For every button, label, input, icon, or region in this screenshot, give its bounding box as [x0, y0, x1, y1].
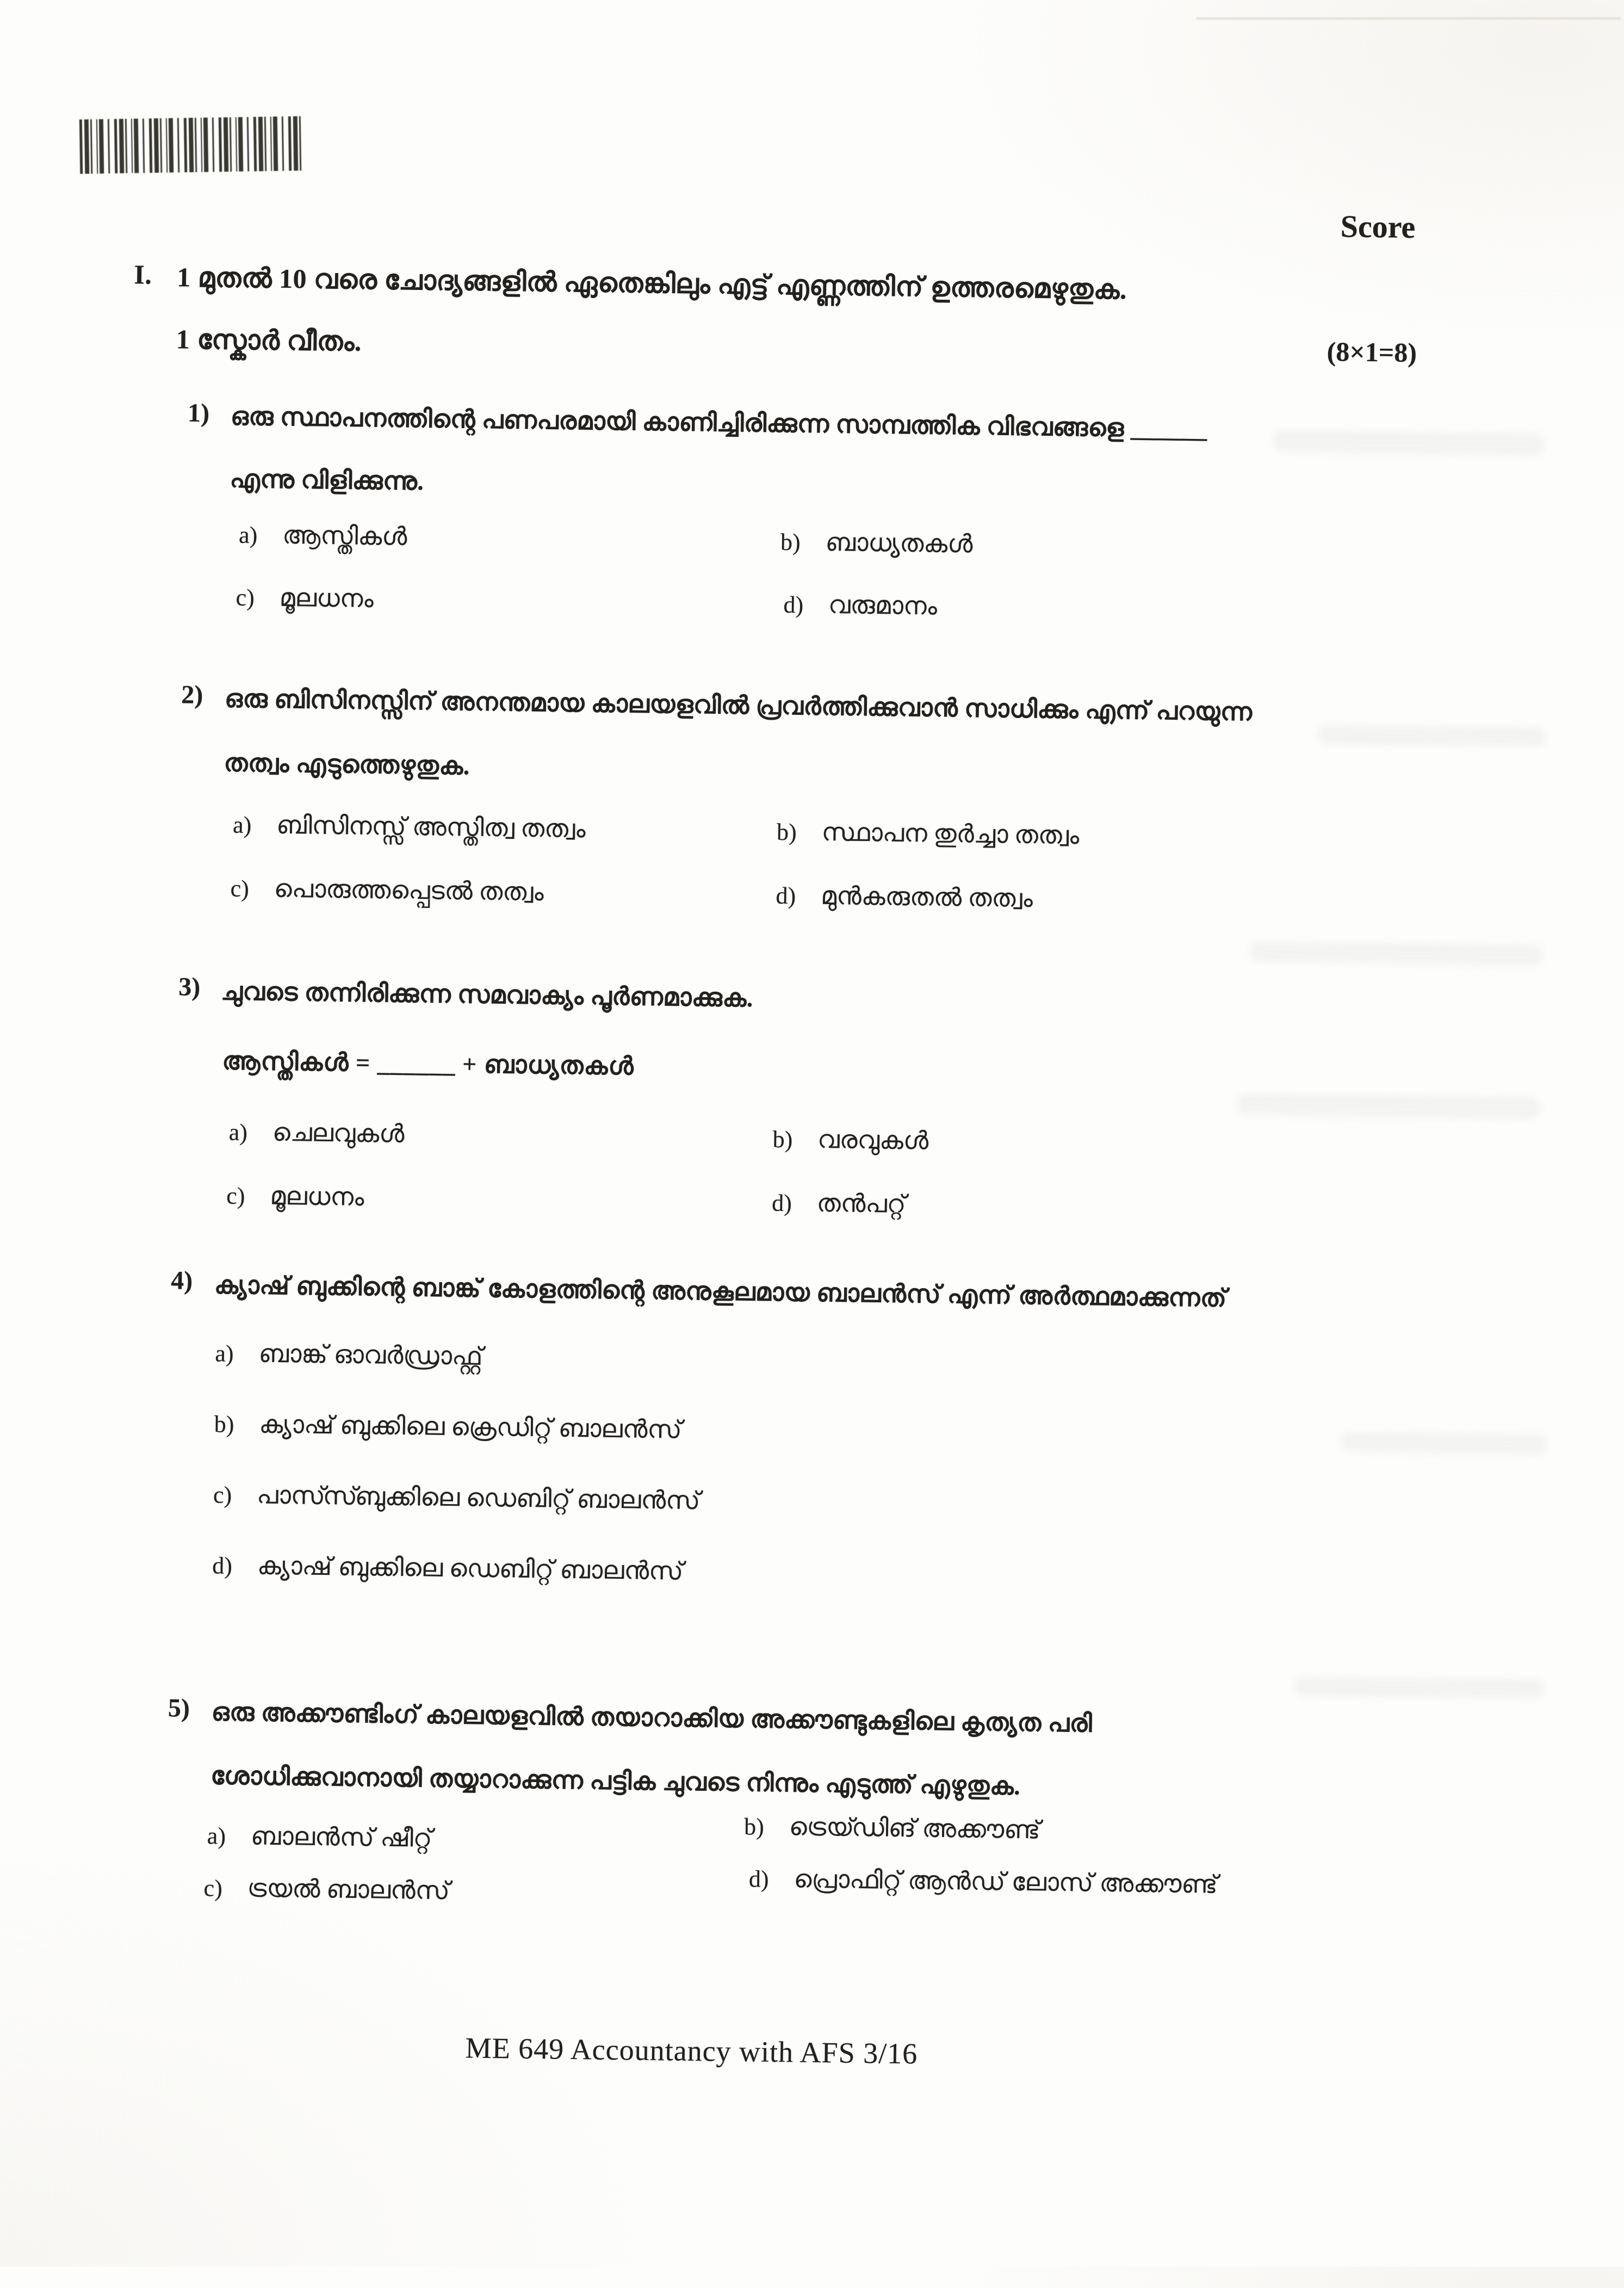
section-instruction-line2: 1 സ്കോർ വീതം.: [176, 324, 362, 357]
question-number: 4): [170, 1266, 193, 1295]
option-text: മൂലധനം: [270, 1182, 364, 1211]
option-label: a): [228, 1118, 248, 1146]
option-text: പ്രൊഫിറ്റ് ആൻഡ് ലോസ് അക്കൗണ്ട്: [794, 1865, 1218, 1899]
option-label: b): [743, 1813, 765, 1840]
option-d: [783, 590, 937, 622]
question-number: 1): [187, 398, 210, 428]
option-b: [777, 817, 1080, 851]
option-c: [213, 1480, 701, 1516]
bleed-through-artifact: [1236, 1093, 1541, 1119]
option-b: [744, 1811, 1040, 1845]
option-text: ചെലവുകൾ: [272, 1118, 405, 1148]
option-label: c): [235, 584, 255, 611]
question-line: തത്വം എടുത്തെഴുതുക.: [224, 749, 470, 780]
option-text: ബിസിനസ്സ് അസ്തിത്വ തത്വം: [276, 811, 586, 843]
option-label: b): [776, 818, 797, 846]
option-label: c): [226, 1182, 245, 1210]
option-a: [233, 810, 586, 844]
option-text: മുൻകരുതൽ തത്വം: [820, 881, 1033, 912]
question-number: 5): [168, 1693, 190, 1723]
barcode: [79, 116, 302, 174]
bleed-through-artifact: [1341, 1432, 1547, 1455]
option-text: ബാങ്ക് ഓവർഡ്രാഫ്റ്റ്: [258, 1339, 483, 1370]
option-label: b): [772, 1126, 793, 1153]
option-d: [772, 1188, 906, 1220]
option-label: b): [214, 1411, 234, 1438]
option-a: [215, 1338, 483, 1371]
question-line: ചുവടെ തന്നിരിക്കുന്ന സമവാക്യം പൂർണമാക്കുക.: [220, 977, 754, 1012]
option-d: [212, 1550, 684, 1586]
option-label: a): [215, 1340, 234, 1367]
option-text: ബാലൻസ് ഷീറ്റ്: [250, 1822, 432, 1852]
option-text: മൂലധനം: [279, 583, 374, 613]
option-label: d): [212, 1552, 233, 1579]
option-text: ക്യാഷ് ബുക്കിലെ ക്രെഡിറ്റ് ബാലൻസ്: [259, 1410, 682, 1444]
option-text: ബാധ്യതകൾ: [825, 528, 973, 558]
option-text: പാസ്സ്ബുക്കിലെ ഡെബിറ്റ് ബാലൻസ്: [256, 1481, 701, 1515]
bleed-through-artifact: [1272, 430, 1544, 456]
option-text: പൊരുത്തപ്പെടൽ തത്വം: [274, 874, 544, 906]
option-c: [230, 874, 544, 908]
option-c: [226, 1181, 364, 1213]
option-label: a): [207, 1822, 226, 1850]
option-text: സ്ഥാപന തുർച്ചാ തത്വം: [821, 818, 1080, 850]
question-number: 2): [181, 680, 203, 709]
bleed-through-artifact: [1249, 941, 1543, 966]
option-a: [239, 520, 407, 552]
option-a: [228, 1117, 404, 1149]
option-a: [207, 1821, 432, 1853]
question-line: ഒരു സ്ഥാപനത്തിന്റെ പണപരമായി കാണിച്ചിരിക്കുന്ന സാമ്പത്തിക വിഭവങ്ങളെ ______: [230, 402, 1208, 443]
option-text: തൻപറ്റ്: [816, 1189, 906, 1218]
option-text: ട്രയൽ ബാലൻസ്: [247, 1874, 450, 1905]
option-label: d): [748, 1865, 769, 1893]
option-label: c): [203, 1875, 223, 1902]
question-line: ശോധിക്കുവാനായി തയ്യാറാക്കുന്ന പട്ടിക ചുവടെ നിന്നും എടുത്ത് എഴുതുക.: [210, 1761, 1021, 1800]
option-label: a): [238, 521, 258, 549]
option-c: [235, 583, 374, 614]
question-number: 3): [178, 972, 201, 1001]
option-text: ആസ്തികൾ: [282, 521, 407, 551]
question-line: ഒരു ബിസിനസ്സിന് അനന്തമായ കാലയളവിൽ പ്രവർത്തിക്കുവാൻ സാധിക്കും എന്ന് പറയുന്ന: [224, 684, 1253, 726]
score-label: Score: [1340, 208, 1416, 245]
option-b: [214, 1409, 681, 1445]
equation-line: ആസ്തികൾ = ______ + ബാധ്യതകൾ: [222, 1047, 634, 1080]
option-label: d): [776, 882, 796, 910]
option-label: a): [232, 811, 252, 839]
section-numeral: I.: [134, 259, 152, 290]
footer-text: ME 649 Accountancy with AFS 3/16: [465, 2031, 918, 2070]
option-label: c): [213, 1481, 232, 1508]
option-text: ട്രെയ്ഡിങ് അക്കൗണ്ട്: [789, 1813, 1040, 1844]
option-d: [776, 881, 1033, 914]
option-b: [772, 1124, 928, 1157]
option-text: വരവുകൾ: [817, 1125, 929, 1155]
question-line: ക്യാഷ് ബുക്കിന്റെ ബാങ്ക് കോളത്തിന്റെ അനുകൂലമായ ബാലൻസ് എന്ന് അർത്ഥമാക്കുന്നത്: [214, 1271, 1227, 1312]
option-label: d): [783, 591, 804, 619]
option-text: ക്യാഷ് ബുക്കിലെ ഡെബിറ്റ് ബാലൻസ്: [257, 1551, 684, 1585]
option-d: [749, 1864, 1218, 1900]
option-c: [203, 1873, 450, 1906]
question-line: എന്നു വിളിക്കുന്നു.: [230, 465, 424, 496]
option-text: വരുമാനം: [828, 591, 938, 620]
option-label: c): [230, 875, 250, 902]
bleed-through-artifact: [1294, 1676, 1544, 1699]
question-line: ഒരു അക്കൗണ്ടിംഗ് കാലയളവിൽ തയാറാക്കിയ അക്കൗണ്ടുകളിലെ കൃത്യത പരി: [211, 1698, 1093, 1737]
option-label: b): [780, 528, 801, 556]
marks-note: (8×1=8): [1327, 336, 1417, 368]
bleed-through-artifact: [1317, 725, 1546, 747]
section-instruction-line1: 1 മുതൽ 10 വരെ ചോദ്യങ്ങളിൽ ഏതെങ്കിലും എട്ട് എണ്ണത്തിന് ഉത്തരമെഴുതുക.: [176, 262, 1127, 305]
option-b: [780, 527, 973, 560]
option-label: d): [771, 1189, 792, 1217]
